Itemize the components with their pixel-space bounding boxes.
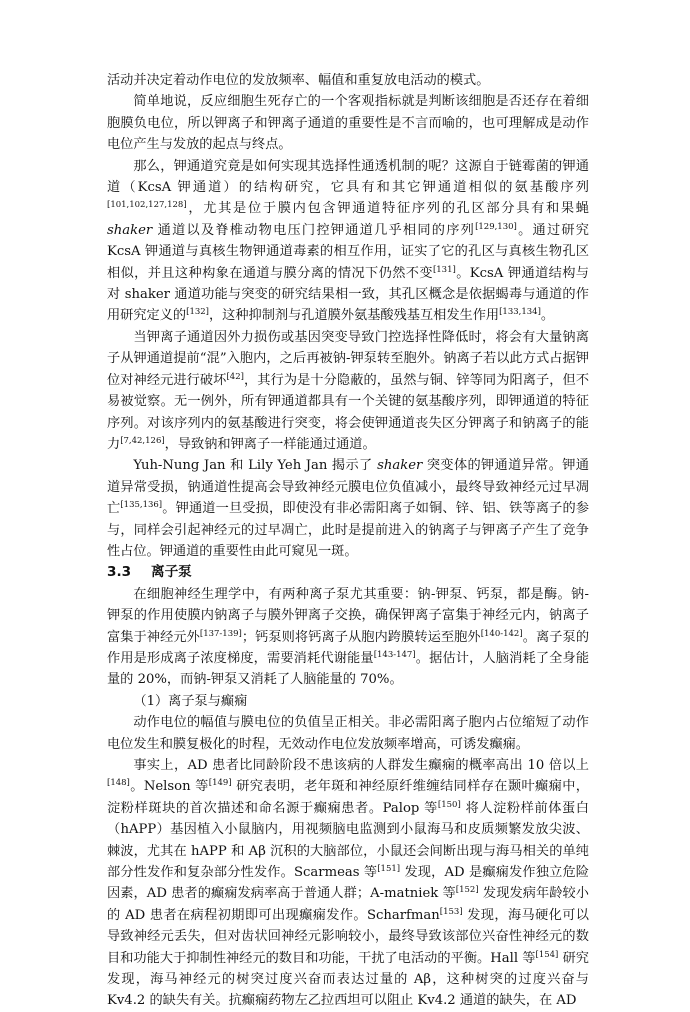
text-run: 当钾离子通道因外力损伤或基因突变导致门控选择性降低时，将会有大量钠离子从钾通道提前“混”入胞内，之后再被钠-钾泵转至胞外。钠离子若以此方式占据钾位对神经元进行破坏 (107, 329, 589, 388)
text-run: ；钙泵则将钙离子从胞内跨膜转运至胞外 (241, 629, 481, 645)
text-run: 突变体的钾通道异常。钾通道异常受损，钠通道性提高会导致神经元膜电位负值减小，最终导致神经元过早凋亡 (107, 458, 589, 517)
text-run: ，尤其是位于膜内包含钾通道特征序列的孔区部分具有和果蝇 (186, 201, 589, 217)
citation-ref: [153] (439, 906, 463, 917)
paragraph (107, 584, 589, 691)
text-run: 活动并决定着动作电位的发放频率、幅值和重复放电活动的模式。 (107, 73, 490, 88)
gene-name: shaker (107, 222, 153, 238)
citation-ref: [154] (535, 949, 559, 960)
text-run: 简单地说，反应细胞生死存亡的一个客观指标就是判断该细胞是否还存在着细胞膜负电位，所以钾离子和钾离子通道的重要性是不言而喻的，也可理解成是动作电位产生与发放的起点与终点。 (107, 94, 589, 153)
citation-ref: [148] (107, 778, 130, 789)
text-run: 动作电位的幅值与膜电位的负值呈正相关。非必需阳离子胞内占位缩短了动作电位发生和膜复极化的时程，无效动作电位发放频率增高，可诱发癫痫。 (107, 715, 589, 752)
document-body (107, 70, 589, 1012)
text-run: ，其行为是十分隐蔽的，虽然与铜、锌等同为阳离子，但不易被觉察。无一例外，所有钾通道都具有一个关键的氨基酸序列，即钾通道的特征序列。对该序列内的氨基酸进行突变，将会使钾通道丧失区分钾离子和钠离子的能力 (107, 372, 590, 452)
text-run: 。钾通道一旦受损，即使没有非必需阳离子如铜、锌、铝、铁等离子的参与，同样会引起神经元的过早凋亡，此时是提前进入的钠离子与钾离子产生了竞争性占位。钾通道的重要性由此可窥见一斑。 (107, 501, 590, 559)
citation-ref: [150] (437, 799, 461, 810)
text-run: 那么，钾通道究竟是如何实现其选择性通透机制的呢？这源自于链霉菌的钾通道（KcsA 钾通道）的结构研究，它具有和其它钾通道相似的氨基酸序列 (107, 158, 589, 196)
paragraph (107, 156, 589, 327)
citation-ref: [151] (377, 864, 401, 875)
text-run: 事实上，AD 患者比同龄阶段不患该病的人群发生癫痫的概率高出 10 倍以上 (133, 758, 589, 773)
text-run: ，这种抑制剂与孔道膜外氨基酸残基互相发生作用 (208, 308, 500, 324)
text-run: 研究发现，海马神经元的树突过度兴奋而表达过量的 Aβ，这种树突的过度兴奋与 Kv4.2 的缺失有关。抗癫痫药物左乙拉西坦可以阻止 Kv4.2 通道的缺失，在 AD (107, 950, 589, 1009)
text-run: （1）离子泵与癫痫 (133, 693, 248, 709)
citation-ref: [137-139] (199, 628, 242, 639)
gene-name: shaker (377, 458, 423, 474)
citation-ref: [140-142] (480, 628, 523, 639)
citation-ref: [135,136] (120, 500, 163, 511)
citation-ref: [152] (455, 885, 479, 896)
section-number: 3.3 (107, 564, 132, 581)
paragraph (107, 70, 589, 91)
text-run: 发现发病年龄较小的 AD 患者在病程初期即可出现癫痫发作。Scharfman (107, 886, 589, 923)
text-run: 发现，海马硬化可以导致神经元丢失，但对齿状回神经元影响较小，最终导致该部位兴奋性神经元的数目和功能大于抑制性神经元的数目和功能，干扰了电活动的平衡。Hall 等 (107, 907, 589, 966)
text-run: 。据估计，人脑消耗了全身能量的 20%，而钠-钾泵又消耗了人脑能量的 70%。 (107, 650, 590, 688)
paragraph (107, 691, 589, 712)
citation-ref: [7,42,126] (120, 435, 165, 446)
paragraph (107, 327, 589, 455)
citation-ref: [132] (186, 307, 209, 318)
section-title: 离子泵 (151, 564, 192, 581)
text-run: 通道以及脊椎动物电压门控钾通道几乎相同的序列 (152, 222, 476, 238)
text-run: ，导致钠和钾离子一样能通过通道。 (164, 436, 376, 452)
paragraph (107, 755, 589, 1012)
text-run: 。KcsA 钾通道结构与对 shaker 通道功能与突变的研究结果相一致，其孔区概念是依据蝎毒与通道的作用研究定义的 (107, 265, 589, 324)
section-heading (107, 562, 589, 583)
paragraph (107, 91, 589, 155)
text-run: 。 (540, 308, 555, 324)
text-run: 研究表明，老年斑和神经原纤维缠结同样存在颞叶癫痫中，淀粉样斑块的首次描述和命名源于癫痫患者。Palop 等 (107, 779, 589, 816)
text-run: 。离子泵的作用是形成离子浓度梯度，需要消耗代谢能量 (107, 629, 590, 666)
citation-ref: [42] (226, 371, 244, 382)
text-run: 在细胞神经生理学中，有两种离子泵尤其重要：钠-钾泵、钙泵，都是酶。钠-钾泵的作用使膜内钠离子与膜外钾离子交换，确保钾离子富集于神经元内，钠离子富集于神经元外 (107, 586, 589, 645)
paragraph (107, 455, 589, 562)
text-run: 。Nelson 等 (129, 779, 209, 795)
citation-ref: [149] (208, 778, 232, 789)
citation-ref: [101,102,127,128] (107, 200, 187, 211)
text-run: Yuh-Nung Jan 和 Lily Yeh Jan 揭示了 (133, 458, 378, 474)
citation-ref: [143-147] (373, 649, 416, 660)
paragraph (107, 712, 589, 755)
citation-ref: [133,134] (499, 307, 541, 318)
text-run: 发现，AD 是癫痫发作独立危险因素，AD 患者的癫痫发病率高于普通人群；A-matniek 等 (107, 865, 589, 902)
citation-ref: [131] (432, 264, 456, 275)
text-run: 将人淀粉样前体蛋白（hAPP）基因植入小鼠脑内，用视频脑电监测到小鼠海马和皮质频繁发放尖波、棘波，尤其在 hAPP 和 Aβ 沉积的大脑部位，小鼠还会间断出现与海马相关的单纯部分性发作和复杂部分性发作。Scarmeas 等 (107, 800, 589, 881)
text-run: 。通过研究 KcsA 钾通道与真核生物钾通道毒素的相互作用，证实了它的孔区与真核生物孔区相似，并且这种构象在通道与膜分离的情况下仍然不变 (107, 222, 589, 281)
citation-ref: [129,130] (475, 221, 517, 232)
